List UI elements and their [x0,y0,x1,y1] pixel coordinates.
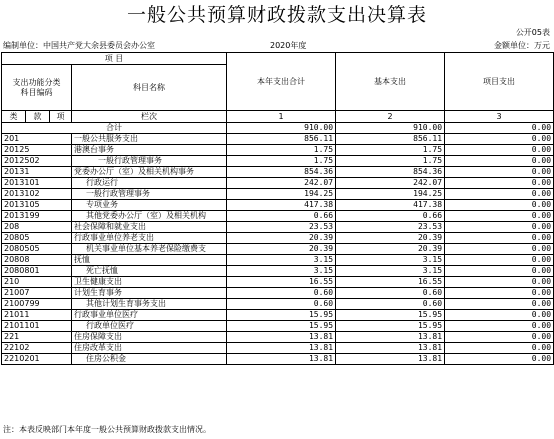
subject-name: 行政单位医疗 [72,321,227,332]
total-amount: 23.53 [227,222,336,233]
project-amount: 0.00 [445,343,554,354]
col-index-2: 2 [336,111,445,123]
basic-amount: 0.60 [336,299,445,310]
subject-code: 2080801 [2,266,72,277]
subject-code: 2080505 [2,244,72,255]
project-amount: 0.00 [445,354,554,365]
total-amount: 20.39 [227,244,336,255]
basic-amount: 15.95 [336,310,445,321]
total-amount: 20.39 [227,233,336,244]
basic-amount: 13.81 [336,332,445,343]
basic-amount: 417.38 [336,200,445,211]
total-column-header: 本年支出合计 [227,53,336,111]
subject-code: 22102 [2,343,72,354]
total-row-basic: 910.00 [336,123,445,134]
total-amount: 13.81 [227,343,336,354]
subject-code: 210 [2,277,72,288]
basic-amount: 194.25 [336,189,445,200]
basic-amount: 242.07 [336,178,445,189]
total-amount: 0.60 [227,288,336,299]
project-amount: 0.00 [445,200,554,211]
total-amount: 1.75 [227,156,336,167]
table-row [2,134,554,145]
table-row [2,222,554,233]
basic-column-header: 基本支出 [336,53,445,111]
table-row [2,277,554,288]
project-header: 项 目 [2,53,227,65]
table-row [2,343,554,354]
money-unit: 金额单位：万元 [494,41,550,50]
project-amount: 0.00 [445,222,554,233]
project-amount: 0.00 [445,167,554,178]
basic-amount: 20.39 [336,233,445,244]
subject-name: 一般行政管理事务 [72,156,227,167]
basic-amount: 13.81 [336,354,445,365]
table-row [2,211,554,222]
basic-amount: 1.75 [336,156,445,167]
subject-name-header: 科目名称 [72,65,227,111]
table-row [2,178,554,189]
subject-code: 2101101 [2,321,72,332]
subject-code: 2012502 [2,156,72,167]
subject-code: 20125 [2,145,72,156]
table-row [2,167,554,178]
basic-amount: 3.15 [336,266,445,277]
subject-name: 住房改革支出 [72,343,227,354]
basic-amount: 0.60 [336,288,445,299]
table-row [2,321,554,332]
subject-name: 社会保障和就业支出 [72,222,227,233]
subject-name: 机关事业单位基本养老保险缴费支 [72,244,227,255]
subject-code: 2013102 [2,189,72,200]
total-row-total: 910.00 [227,123,336,134]
basic-amount: 15.95 [336,321,445,332]
project-amount: 0.00 [445,211,554,222]
footnote: 注：本表反映部门本年度一般公共预算财政拨款支出情况。 [3,425,211,434]
table-row [2,200,554,211]
table-row [2,332,554,343]
subject-code: 20805 [2,233,72,244]
col-index-3: 3 [445,111,554,123]
subject-code: 21007 [2,288,72,299]
project-amount: 0.00 [445,156,554,167]
subject-code: 21011 [2,310,72,321]
subject-code: 20808 [2,255,72,266]
lei-header: 类 [2,111,26,123]
total-amount: 13.81 [227,354,336,365]
basic-amount: 1.75 [336,145,445,156]
total-amount: 854.36 [227,167,336,178]
total-amount: 0.60 [227,299,336,310]
subject-name: 抚恤 [72,255,227,266]
compiling-unit: 编制单位：中国共产党大余县委员会办公室 [3,41,155,50]
total-amount: 194.25 [227,189,336,200]
subject-name: 其他计划生育事务支出 [72,299,227,310]
project-amount: 0.00 [445,244,554,255]
xiang-header: 项 [50,111,72,123]
kuan-header: 款 [26,111,50,123]
subject-name: 死亡抚恤 [72,266,227,277]
project-amount: 0.00 [445,266,554,277]
subject-name: 一般行政管理事务 [72,189,227,200]
subject-code: 2013105 [2,200,72,211]
basic-amount: 3.15 [336,255,445,266]
project-amount: 0.00 [445,145,554,156]
table-row [2,310,554,321]
project-amount: 0.00 [445,310,554,321]
subject-code: 2013101 [2,178,72,189]
project-amount: 0.00 [445,288,554,299]
project-amount: 0.00 [445,189,554,200]
basic-amount: 0.66 [336,211,445,222]
project-amount: 0.00 [445,277,554,288]
basic-amount: 16.55 [336,277,445,288]
basic-amount: 20.39 [336,244,445,255]
subject-name: 党委办公厅（室）及相关机构事务 [72,167,227,178]
project-amount: 0.00 [445,233,554,244]
subject-code: 208 [2,222,72,233]
subject-name: 其他党委办公厅（室）及相关机构 [72,211,227,222]
subject-name: 计划生育事务 [72,288,227,299]
project-amount: 0.00 [445,134,554,145]
project-amount: 0.00 [445,321,554,332]
subject-code: 2100799 [2,299,72,310]
subject-code: 20131 [2,167,72,178]
project-amount: 0.00 [445,255,554,266]
subject-code: 221 [2,332,72,343]
subject-name: 一般公共服务支出 [72,134,227,145]
table-row [2,189,554,200]
table-row [2,288,554,299]
project-amount: 0.00 [445,299,554,310]
total-amount: 3.15 [227,255,336,266]
table-row [2,354,554,365]
subject-name: 专项业务 [72,200,227,211]
total-amount: 0.66 [227,211,336,222]
total-amount: 15.95 [227,321,336,332]
subject-code: 2013199 [2,211,72,222]
project-column-header: 项目支出 [445,53,554,111]
fiscal-year: 2020年度 [270,41,307,50]
subject-code: 2210201 [2,354,72,365]
subject-name: 行政事业单位医疗 [72,310,227,321]
table-row [2,156,554,167]
subject-name: 住房公积金 [72,354,227,365]
basic-amount: 23.53 [336,222,445,233]
table-row [2,233,554,244]
subject-name: 住房保障支出 [72,332,227,343]
subject-name: 行政事业单位养老支出 [72,233,227,244]
total-amount: 15.95 [227,310,336,321]
lanci-label: 栏次 [72,111,227,123]
total-row-label: 合计 [2,123,227,134]
total-amount: 1.75 [227,145,336,156]
basic-amount: 856.11 [336,134,445,145]
total-amount: 16.55 [227,277,336,288]
total-amount: 856.11 [227,134,336,145]
table-row [2,244,554,255]
subject-code: 201 [2,134,72,145]
func-code-header: 支出功能分类 科目编码 [2,65,72,111]
col-index-1: 1 [227,111,336,123]
table-code: 公开05表 [515,28,550,37]
table-row [2,266,554,277]
subject-name: 行政运行 [72,178,227,189]
basic-amount: 854.36 [336,167,445,178]
table-row [2,299,554,310]
report-title: 一般公共预算财政拨款支出决算表 [126,4,427,26]
total-amount: 3.15 [227,266,336,277]
project-amount: 0.00 [445,332,554,343]
subject-name: 港澳台事务 [72,145,227,156]
subject-name: 卫生健康支出 [72,277,227,288]
total-row-project: 0.00 [445,123,554,134]
table-row [2,255,554,266]
total-amount: 13.81 [227,332,336,343]
project-amount: 0.00 [445,178,554,189]
expenditure-table [1,52,554,365]
total-amount: 242.07 [227,178,336,189]
total-amount: 417.38 [227,200,336,211]
basic-amount: 13.81 [336,343,445,354]
table-row [2,145,554,156]
